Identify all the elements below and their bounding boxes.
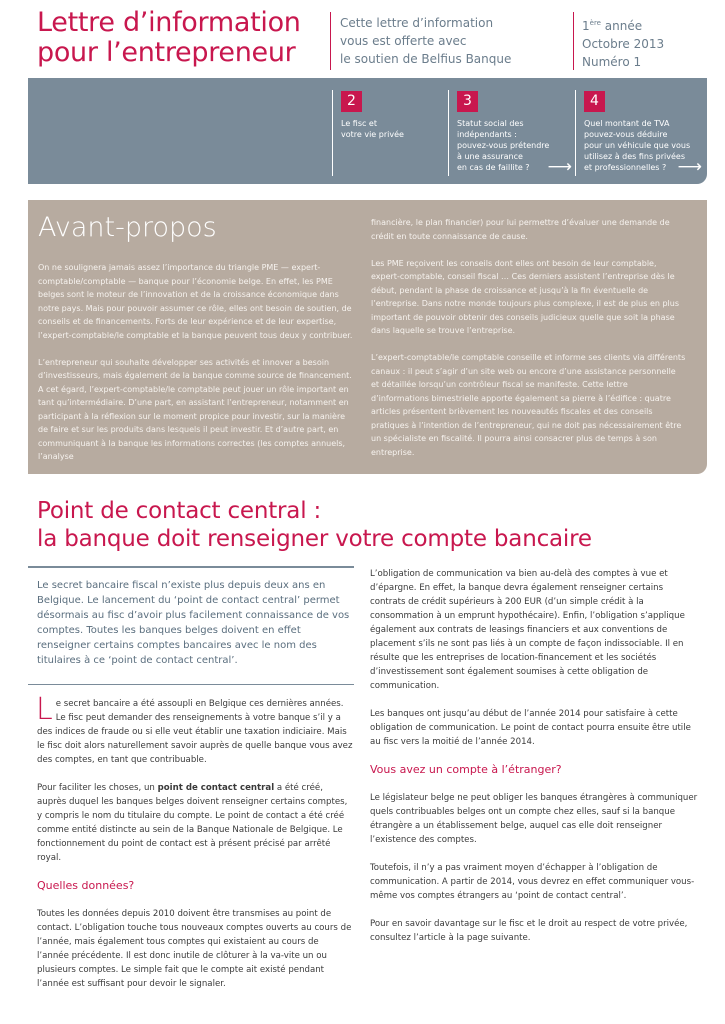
article-paragraph: L’obligation de communication va bien au-delà des comptes à vue et d’épargne. En effet, la banque devra également renseigner certains contrats de crédit supérieurs à 200 EUR (d’un simple crédit à la consommation à un emprunt hypothécaire). Enfin, l’obligation s’applique également aux contrats de leasings financiers et aux conventions de placement s’ils ne sont pas liés à un compte de façon indissociable. Il en résulte que les entreprises de location-financement et les sociétés d’investissement sont également soumises à cette obligation de communication. xyxy=(370,569,685,691)
subheading-quelles-donnees: Quelles données? xyxy=(37,879,135,892)
edition-year xyxy=(582,14,712,35)
foreword-title: Avant-propos xyxy=(38,212,217,243)
lead-rule-top xyxy=(28,566,354,568)
foreword-left-column xyxy=(38,261,353,477)
teaser-line: pour un véhicule que vous xyxy=(584,141,691,150)
sponsor-note-line: vous est offerte avec xyxy=(340,34,467,48)
newsletter-title-line-1: Lettre d’information xyxy=(37,7,301,38)
article-title-line-1: Point de contact central : xyxy=(37,498,322,524)
teaser-line: pouvez-vous prétendre xyxy=(457,141,550,150)
page-number-badge: 2 xyxy=(341,91,362,112)
drop-cap: L xyxy=(36,692,53,727)
right-arrow-icon[interactable]: ⟶ xyxy=(677,157,702,177)
teaser-line: indépendants : xyxy=(457,130,517,139)
article-paragraph xyxy=(37,781,353,865)
foreword-paragraph: financière, le plan financier) pour lui permettre d’évaluer une demande de crédit en toute connaissance de cause. xyxy=(371,218,670,241)
teaser-4[interactable] xyxy=(575,90,702,176)
teaser-text xyxy=(341,118,444,140)
bold-term: point de contact central xyxy=(157,783,275,793)
edition-year-number: 1 xyxy=(582,19,590,33)
article-paragraph: Pour en savoir davantage sur le fisc et le droit au respect de votre privée, consultez l’article à la page suivante. xyxy=(370,919,688,943)
article-paragraph: Toutefois, il n’y a pas vraiment moyen d’échapper à l’obligation de communication. A partir de 2014, vous devrez en effet communiquer vous-même vos comptes étrangers au ‘point de contact central’. xyxy=(370,863,695,901)
newsletter-title-line-2: pour l’entrepreneur xyxy=(37,37,296,68)
masthead-divider xyxy=(330,12,331,70)
article-paragraph: Le législateur belge ne peut obliger les banques étrangères à communiquer quels contribuables belges ont un compte chez elles, sauf si la banque étrangère a un établissement belge, auquel cas elle doit renseigner l’existence des comptes. xyxy=(370,793,698,845)
foreword-paragraph: L’entrepreneur qui souhaite développer ses activités et innover a besoin d’investisseurs, mais également de la banque comme source de financement. A cet égard, l’expert-comptable/le comptable peut jouer un rôle important en tant qu’intermédiaire. D’une part, en assistant l’entrepreneur, notamment en participant à la réflexion sur le moment propice pour investir, sur la manière de faire et sur les produits dans lesquels il peut investir. Et d’autre part, en communiquant à la banque les informations correctes (les comptes annuels, l’analyse xyxy=(38,357,352,461)
foreword-paragraph: L’expert-comptable/le comptable conseille et informe ses clients via différents canaux : il peut s’agir d’un site web ou encore d’une assistance personnelle et détaillée lorsqu’un contrôleur fiscal se manifeste. Cette lettre d’informations bimestrielle apporte également sa pierre à l’édifice : quatre articles présentent brièvement les nouveautés fiscales et des conseils pratiques à l’intention de l’entrepreneur, qui ne doit pas nécessairement être un spécialiste en fiscalité. Il pourra ainsi consacrer plus de temps à son entreprise. xyxy=(371,353,686,457)
foreword-paragraph: Les PME reçoivent les conseils dont elles ont besoin de leur comptable, expert-comptable, conseil fiscal … Ces derniers assistent l’entreprise dès le début, pendant la phase de croissance et jusqu’à la fin éventuelle de l’entreprise. Dans notre monde toujours plus complexe, il est de plus en plus important de pouvoir obtenir des conseils judicieux quelle que soit la phase dans laquelle se trouve l’entreprise. xyxy=(371,258,680,335)
teaser-line: Le fisc et xyxy=(341,119,377,128)
paragraph-text: e secret bancaire a été assoupli en Belgique ces dernières années. Le fisc peut demander des renseignements à votre banque s’il y a des indices de fraude ou si elle veut établir une taxation indiciaire. Mais le fisc doit alors naturellement savoir auprès de quelle banque vous avez des comptes, en tant que contribuable. xyxy=(37,699,353,765)
foreword-right-column xyxy=(371,216,686,473)
teaser-2[interactable] xyxy=(332,90,444,176)
edition-date: Octobre 2013 xyxy=(582,37,665,51)
teaser-banner xyxy=(28,78,707,184)
paragraph-text: Pour faciliter les choses, un xyxy=(37,783,158,793)
teaser-line: Statut social des xyxy=(457,119,524,128)
edition-number: Numéro 1 xyxy=(582,55,642,69)
newsletter-title xyxy=(37,8,327,68)
page-number-badge: 3 xyxy=(457,91,478,112)
foreword-paragraph: On ne soulignera jamais assez l’importance du triangle PME — expert-comptable/comptable — banque pour l’économie belge. En effet, les PME belges sont le moteur de l’innovation et de la croissance économique dans notre pays. Mais pour pouvoir assumer ce rôle, elles ont besoin de soutien, de conseils et de financements. Forts de leur expérience et de leur expertise, l’expert-comptable/le comptable et la banque peuvent tous deux y contribuer. xyxy=(38,263,353,340)
lead-rule-bottom xyxy=(28,684,354,685)
article-title xyxy=(37,497,697,553)
teaser-line: pouvez-vous déduire xyxy=(584,130,668,139)
article-title-line-2: la banque doit renseigner votre compte bancaire xyxy=(37,526,592,552)
teaser-line: à une assurance xyxy=(457,152,523,161)
masthead-divider xyxy=(573,12,574,70)
edition-year-suffix: ère xyxy=(589,19,601,27)
edition-year-label: année xyxy=(600,19,643,33)
teaser-line: en cas de faillite ? xyxy=(457,163,530,172)
article-right-column xyxy=(370,567,700,959)
paragraph-text: a été créé, auprès duquel les banques belges doivent renseigner certains comptes, y compris le nom du titulaire du compte. Le point de contact a été créé comme entité distincte au sein de la Banque Nationale de Belgique. Le fonctionnement du point de contact est à présent précisé par arrêté royal. xyxy=(37,783,348,863)
article-paragraph xyxy=(36,692,353,767)
teaser-line: et professionnelles ? xyxy=(584,163,667,172)
article-paragraph: Les banques ont jusqu’au début de l’année 2014 pour satisfaire à cette obligation de communication. Le point de contact pourra ensuite être utile au fisc vers la moitié de l’année 2014. xyxy=(370,709,691,747)
teaser-line: votre vie privée xyxy=(341,130,404,139)
right-arrow-icon[interactable]: ⟶ xyxy=(547,157,572,177)
foreword-box xyxy=(28,200,707,474)
teaser-3[interactable] xyxy=(448,90,572,176)
teaser-line: Quel montant de TVA xyxy=(584,119,670,128)
page-number-badge: 4 xyxy=(584,91,605,112)
article-left-column xyxy=(36,692,353,1005)
sponsor-note-line: Cette lettre d’information xyxy=(340,16,494,30)
subheading-compte-etranger: Vous avez un compte à l’étranger? xyxy=(370,763,562,776)
article-lead: Le secret bancaire fiscal n’existe plus depuis deux ans en Belgique. Le lancement du ‘point de contact central’ permet désormais au fisc d’avoir plus facilement connaissance de vos comptes. Toutes les banques belges doivent en effet renseigner certains comptes bancaires avec le nom des titulaires à ce ‘point de contact central’. xyxy=(37,580,350,666)
sponsor-note-line: le soutien de Belfius Banque xyxy=(340,52,512,66)
teaser-line: utilisez à des fins privées xyxy=(584,152,686,161)
edition-info xyxy=(582,14,712,71)
sponsor-note xyxy=(340,14,570,68)
article-paragraph: Toutes les données depuis 2010 doivent être transmises au point de contact. L’obligation touche tous nouveaux comptes ouverts au cours de l’année, mais également tous comptes qui existaient au cours de l’année précédente. Il est donc inutile de clôturer à la va-vite un ou plusieurs comptes. Le simple fait que le compte ait existé pendant l’année est suffisant pour devoir le signaler. xyxy=(37,909,352,989)
